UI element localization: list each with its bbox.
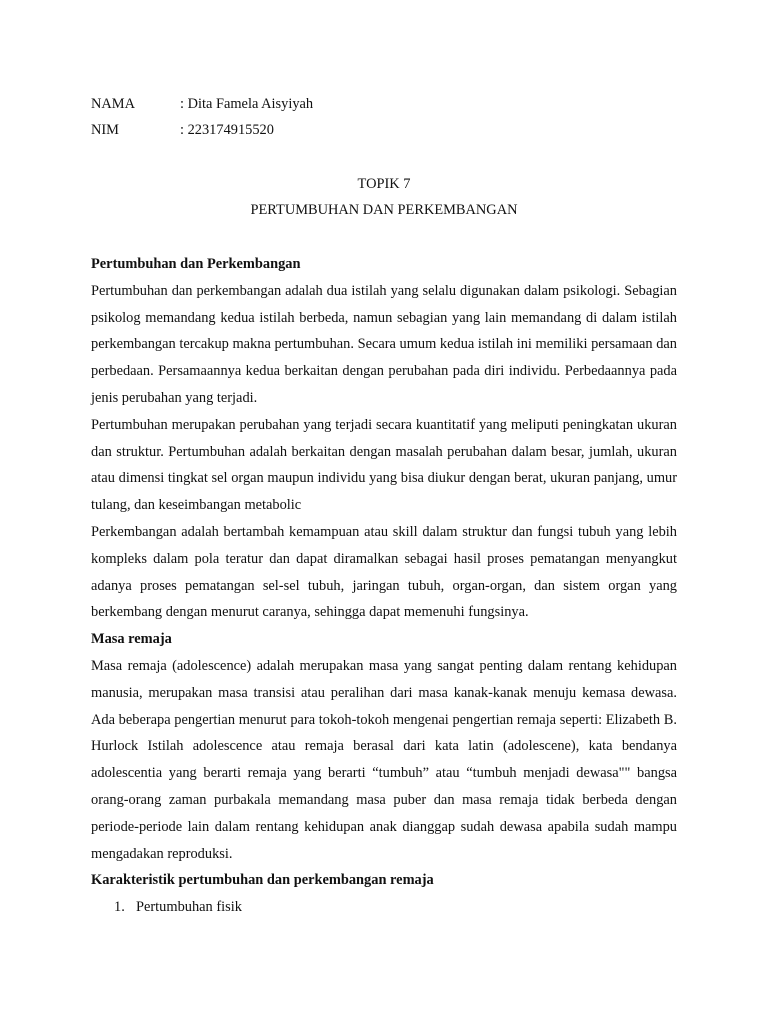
paragraph-growth-definition: Pertumbuhan merupakan perubahan yang terjadi secara kuantitatif yang meliputi peningkatan ukuran dan struktur. Pertumbuhan adalah berkaitan dengan masalah perubahan dalam besar, jumlah, ukuran atau dimensi tingkat sel organ maupun individu yang bisa diukur dengan berat, ukuran panjang, umur tulang, dan keseimbangan metabolic [91, 416, 677, 514]
paragraph-adolescence: Masa remaja (adolescence) adalah merupakan masa yang sangat penting dalam rentang kehidupan manusia, merupakan masa transisi atau peralihan dari masa kanak-kanak menuju kemasa dewasa. Ada beberapa pengertian menurut para tokoh-tokoh mengenai pengertian remaja seperti: Elizabeth B. Hurlock Istilah adolescence atau remaja berasal dari kata latin (adolescene), kata bendanya adolescentia yang berarti remaja yang berarti “tumbuh” atau “tumbuh menjadi dewasa"" bangsa orang-orang zaman purbakala memandang masa puber dan masa remaja tidak berbeda dengan periode-periode lain dalam rentang kehidupan anak dianggap sudah dewasa apabila sudah mampu mengadakan reproduksi. [91, 657, 677, 862]
nim-label: NIM [91, 122, 119, 138]
section-heading-adolescence: Masa remaja [91, 631, 172, 648]
section-heading-characteristics: Karakteristik pertumbuhan dan perkembangan remaja [91, 872, 434, 889]
document-page [91, 91, 677, 921]
list-item-number: 1. [114, 899, 125, 916]
paragraph-development-definition: Perkembangan adalah bertambah kemampuan atau skill dalam struktur dan fungsi tubuh yang lebih kompleks dalam pola teratur dan dapat diramalkan sebagai hasil proses pematangan menyangkut adanya proses pematangan sel-sel tubuh, jaringan tubuh, organ-organ, dan sistem organ yang berkembang dengan menurut caranya, sehingga dapat memenuhi fungsinya. [91, 523, 677, 621]
nim-value: : 223174915520 [180, 122, 274, 138]
name-value: : Dita Famela Aisyiyah [180, 96, 314, 112]
paragraph-growth-intro: Pertumbuhan dan perkembangan adalah dua istilah yang selalu digunakan dalam psikologi. Sebagian psikolog memandang kedua istilah berbeda, namun sebagian yang lain memandang di dalam istilah perkembangan tercakup makna pertumbuhan. Secara umum kedua istilah ini memiliki persamaan dan perbedaan. Persamaannya kedua berkaitan dengan perubahan pada diri individu. Perbedaannya pada jenis perubahan yang terjadi. [91, 282, 677, 406]
nim-row [91, 117, 677, 143]
list-item [91, 894, 677, 921]
name-label: NAMA [91, 96, 135, 112]
topic-number: TOPIK 7 [357, 176, 411, 192]
section-heading-growth: Pertumbuhan dan Perkembangan [91, 256, 301, 272]
name-row [91, 91, 677, 117]
document-title [91, 171, 677, 223]
list-item-text: Pertumbuhan fisik [136, 899, 242, 916]
topic-title: PERTUMBUHAN DAN PERKEMBANGAN [250, 202, 518, 218]
document-body [91, 251, 677, 921]
characteristics-list [91, 894, 677, 921]
